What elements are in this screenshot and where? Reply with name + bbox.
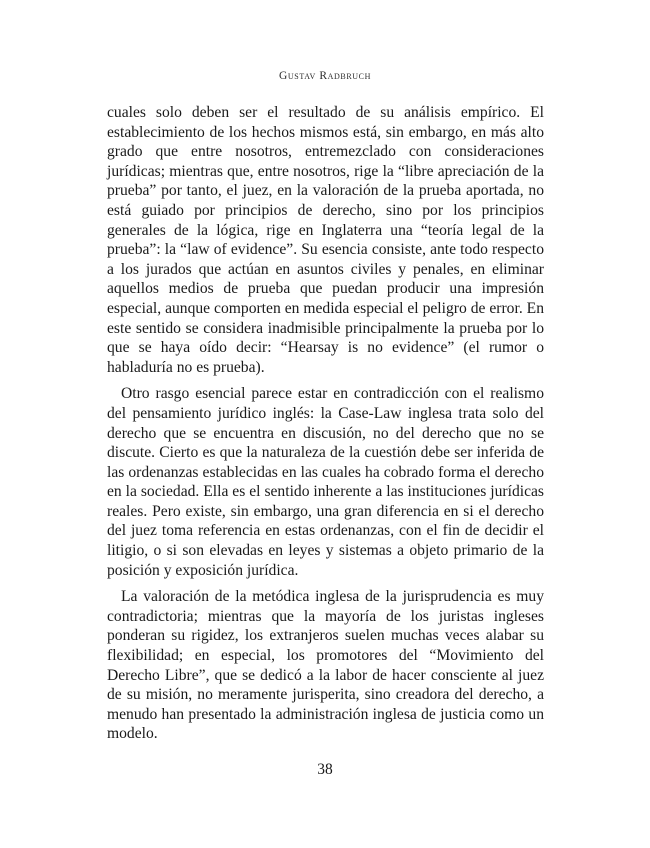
running-head: Gustav Radbruch bbox=[279, 70, 371, 82]
paragraph: Otro rasgo esencial parece estar en contradicción con el realismo del pensamiento jurídico inglés: la Case-Law inglesa trata solo del derecho que se encuentra en discusión, no del derecho que no se discute. Cierto es que la naturaleza de la cuestión debe ser inferida de las ordenanzas establecidas en las cuales ha cobrado forma el derecho en la sociedad. Ella es el sentido inherente a las instituciones jurídicas reales. Pero existe, sin embargo, una gran diferencia en si el derecho del juez toma referencia en estas ordenanzas, con el fin de decidir el litigio, o si son elevadas en leyes y sistemas a objeto primario de la posición y exposición jurídica. bbox=[107, 385, 544, 579]
page-number: 38 bbox=[317, 761, 333, 778]
paragraph: La valoración de la metódica inglesa de la jurisprudencia es muy contradictoria; mientras que la mayoría de los juristas ingleses ponderan su rigidez, los extranjeros suelen muchas veces alabar su flexibilidad; en especial, los promotores del “Movimiento del Derecho Libre”, que se dedicó a la labor de hacer consciente al juez de su misión, no meramente jurisperita, sino creadora del derecho, a menudo han presentado la administración inglesa de justicia como un modelo. bbox=[107, 588, 544, 743]
paragraph-continuation: cuales solo deben ser el resultado de su análisis empírico. El establecimiento de los hechos mismos está, sin embargo, en más alto grado que entre nosotros, entremezclado con consideraciones jurídicas; mientras que, entre nosotros, rige la “libre apreciación de la prueba” por tanto, el juez, en la valoración de la prueba aportada, no está guiado por principios de derecho, sino por los principios generales de la lógica, rige en Inglaterra una “teoría legal de la prueba”: la “law of evidence”. Su esencia consiste, ante todo respecto a los jurados que actúan en asuntos civiles y penales, en eliminar aquellos medios de prueba que puedan producir una impresión especial, aunque comporten en medida especial el peligro de error. En este sentido se considera inadmisible principalmente la prueba por lo que se haya oído decir: “Hearsay is no evidence” (el rumor o habladuría no es prueba). bbox=[107, 104, 544, 376]
page-body bbox=[107, 103, 544, 744]
